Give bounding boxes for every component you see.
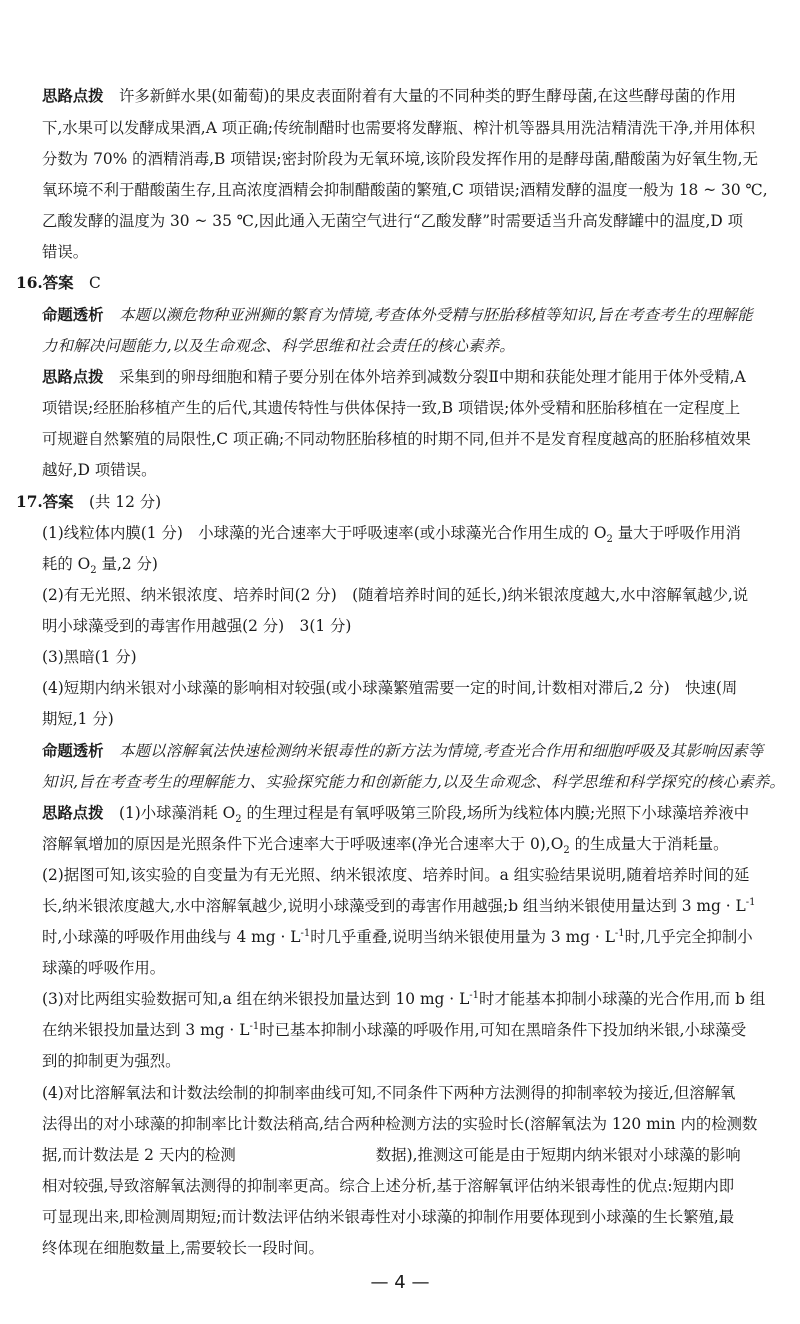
q16-answer-line — [16, 273, 101, 293]
q16-number: 16. — [16, 274, 43, 292]
q17-hint-2-line-2: 长,纳米银浓度越大,水中溶解氧越少,说明小球藻受到的毒害作用越强;b 组当纳米银使用量达到 3 mg · $L^{-1}$ — [42, 896, 756, 915]
q17-answer-2-line-1: (2)有无光照、纳米银浓度、培养时间(2 分) (随着培养时间的延长,)纳米银浓度越大,水中溶解氧越少,说 — [42, 586, 749, 604]
q15-hint-line-3: 分数为 70% 的酒精消毒,B 项错误;密封阶段为无氧环境,该阶段发挥作用的是酵母菌,醋酸菌为好氧生物,无 — [42, 150, 758, 168]
q17-hint-4-line-1: (4)对比溶解氧法和计数法绘制的抑制率曲线可知,不同条件下两种方法测得的抑制率较为接近,但溶解氧 — [42, 1084, 736, 1102]
q15-hint-line-4: 氧环境不利于醋酸菌生存,且高浓度酒精会抑制醋酸菌的繁殖,C 项错误;酒精发酵的温度一般为 18 ~ 30 ℃, — [42, 181, 768, 199]
q17-hint-1-line-1: 思路点拨 (1)小球藻消耗 $O_2$ 的生理过程是有氧呼吸第三阶段,场所为线粒体内膜;光照下小球藻培养液中 — [42, 804, 750, 826]
q17-answer-1-line-1: (1)线粒体内膜(1 分) 小球藻的光合速率大于呼吸速率(或小球藻光合作用生成的 $O_2$ 量大于呼吸作用消 — [42, 524, 741, 546]
q17-number: 17. — [16, 493, 43, 511]
q16-answer-label: 答案 — [42, 274, 74, 292]
q17-answer-2-line-2: 明小球藻受到的毒害作用越强(2 分) 3(1 分) — [42, 617, 352, 635]
q17-answer-label: 答案 — [42, 493, 74, 511]
q17-answer-1-line-2: 耗的 $O_2$ 量,2 分) — [42, 555, 158, 577]
q17-hint-label: 思路点拨 — [42, 804, 104, 822]
q17-hint-4-line-5: 可显现出来,即检测周期短;而计数法评估纳米银毒性对小球藻的抑制作用要体现到小球藻的生长繁殖,最 — [42, 1208, 735, 1226]
q16-hint-label: 思路点拨 — [42, 368, 104, 386]
q17-hint-2-line-1: (2)据图可知,该实验的自变量为有无光照、纳米银浓度、培养时间。a 组实验结果说明,随着培养时间的延 — [42, 866, 750, 884]
q17-hint-4-line-3: 据,而计数法是 2 天内的检测 数据),推测这可能是由于短期内纳米银对小球藻的影响 — [42, 1146, 741, 1164]
q16-hint-line-2: 项错误;经胚胎移植产生的后代,其遗传特性与供体保持一致,B 项错误;体外受精和胚胎移植在一定程度上 — [42, 399, 741, 417]
q17-answer-3: (3)黑暗(1 分) — [42, 648, 137, 666]
q17-hint-2-line-3: 时,小球藻的呼吸作用曲线与 4 mg · $L^{-1}$时几乎重叠,说明当纳米银使用量为 3 mg · $L^{-1}$时,几乎完全抑制小 — [42, 927, 753, 946]
q16-hint-line-1: 思路点拨 采集到的卵母细胞和精子要分别在体外培养到减数分裂Ⅱ中期和获能处理才能用于体外受精,A — [42, 368, 746, 386]
q17-answer-4-line-1: (4)短期内纳米银对小球藻的影响相对较强(或小球藻繁殖需要一定的时间,计数相对滞后,2 分) 快速(周 — [42, 679, 738, 697]
q15-hint-label: 思路点拨 — [42, 87, 104, 105]
q17-hint-3-line-3: 到的抑制更为强烈。 — [42, 1052, 181, 1070]
q16-hint-line-3: 可规避自然繁殖的局限性,C 项正确;不同动物胚胎移植的时期不同,但并不是发育程度越高的胚胎移植效果 — [42, 430, 751, 448]
q17-hint-2-line-4: 球藻的呼吸作用。 — [42, 959, 166, 977]
q17-answer-4-line-2: 期短,1 分) — [42, 710, 114, 728]
q16-hint-line-4: 越好,D 项错误。 — [42, 461, 157, 479]
q17-hint-3-line-1: (3)对比两组实验数据可知,a 组在纳米银投加量达到 10 mg · $L^{-1}$时才能基本抑制小球藻的光合作用,而 b 组 — [42, 989, 766, 1008]
q16-intent-line-1: 命题透析 本题以濒危物种亚洲狮的繁育为情境,考查体外受精与胚胎移植等知识,旨在考查考生的理解能 — [42, 306, 753, 324]
q15-hint-line-6: 错误。 — [42, 243, 89, 261]
q15-hint-line-5: 乙酸发酵的温度为 30 ~ 35 ℃,因此通入无菌空气进行“乙酸发酵”时需要适当升高发酵罐中的温度,D 项 — [42, 212, 744, 230]
q17-hint-4-line-4: 相对较强,导致溶解氧法测得的抑制率更高。综合上述分析,基于溶解氧评估纳米银毒性的优点:短期内即 — [42, 1177, 735, 1195]
q16-intent-line-2: 力和解决问题能力,以及生命观念、科学思维和社会责任的核心素养。 — [42, 337, 515, 355]
q17-hint-4-line-2: 法得出的对小球藻的抑制率比计数法稍高,结合两种检测方法的实验时长(溶解氧法为 120 min 内的检测数 — [42, 1115, 758, 1133]
q17-intent-line-2: 知识,旨在考查考生的理解能力、实验探究能力和创新能力,以及生命观念、科学思维和科学探究的核心素养。 — [42, 773, 785, 791]
q15-hint-line-1: 思路点拨 许多新鲜水果(如葡萄)的果皮表面附着有大量的不同种类的野生酵母菌,在这些酵母菌的作用 — [42, 87, 737, 105]
page-number: — 4 — — [370, 1272, 430, 1293]
q15-hint-line-2: 下,水果可以发酵成果酒,A 项正确;传统制醋时也需要将发酵瓶、榨汁机等器具用洗洁精清洗干净,并用体积 — [42, 119, 756, 137]
q17-hint-4-line-6: 终体现在细胞数量上,需要较长一段时间。 — [42, 1239, 324, 1257]
q16-answer-value: C — [88, 274, 101, 292]
q17-score: (共 12 分) — [88, 493, 162, 511]
q17-hint-3-line-2: 在纳米银投加量达到 3 mg · $L^{-1}$时已基本抑制小球藻的呼吸作用,可知在黑暗条件下投加纳米银,小球藻受 — [42, 1020, 747, 1039]
q16-intent-label: 命题透析 — [42, 306, 104, 324]
q17-intent-label: 命题透析 — [42, 742, 104, 760]
q17-hint-1-line-2: 溶解氧增加的原因是光照条件下光合速率大于呼吸速率(净光合速率大于 $0),O_2$ 的生成量大于消耗量。 — [42, 835, 729, 857]
q17-answer-line — [16, 492, 161, 512]
q17-intent-line-1: 命题透析 本题以溶解氧法快速检测纳米银毒性的新方法为情境,考查光合作用和细胞呼吸及其影响因素等 — [42, 742, 764, 760]
